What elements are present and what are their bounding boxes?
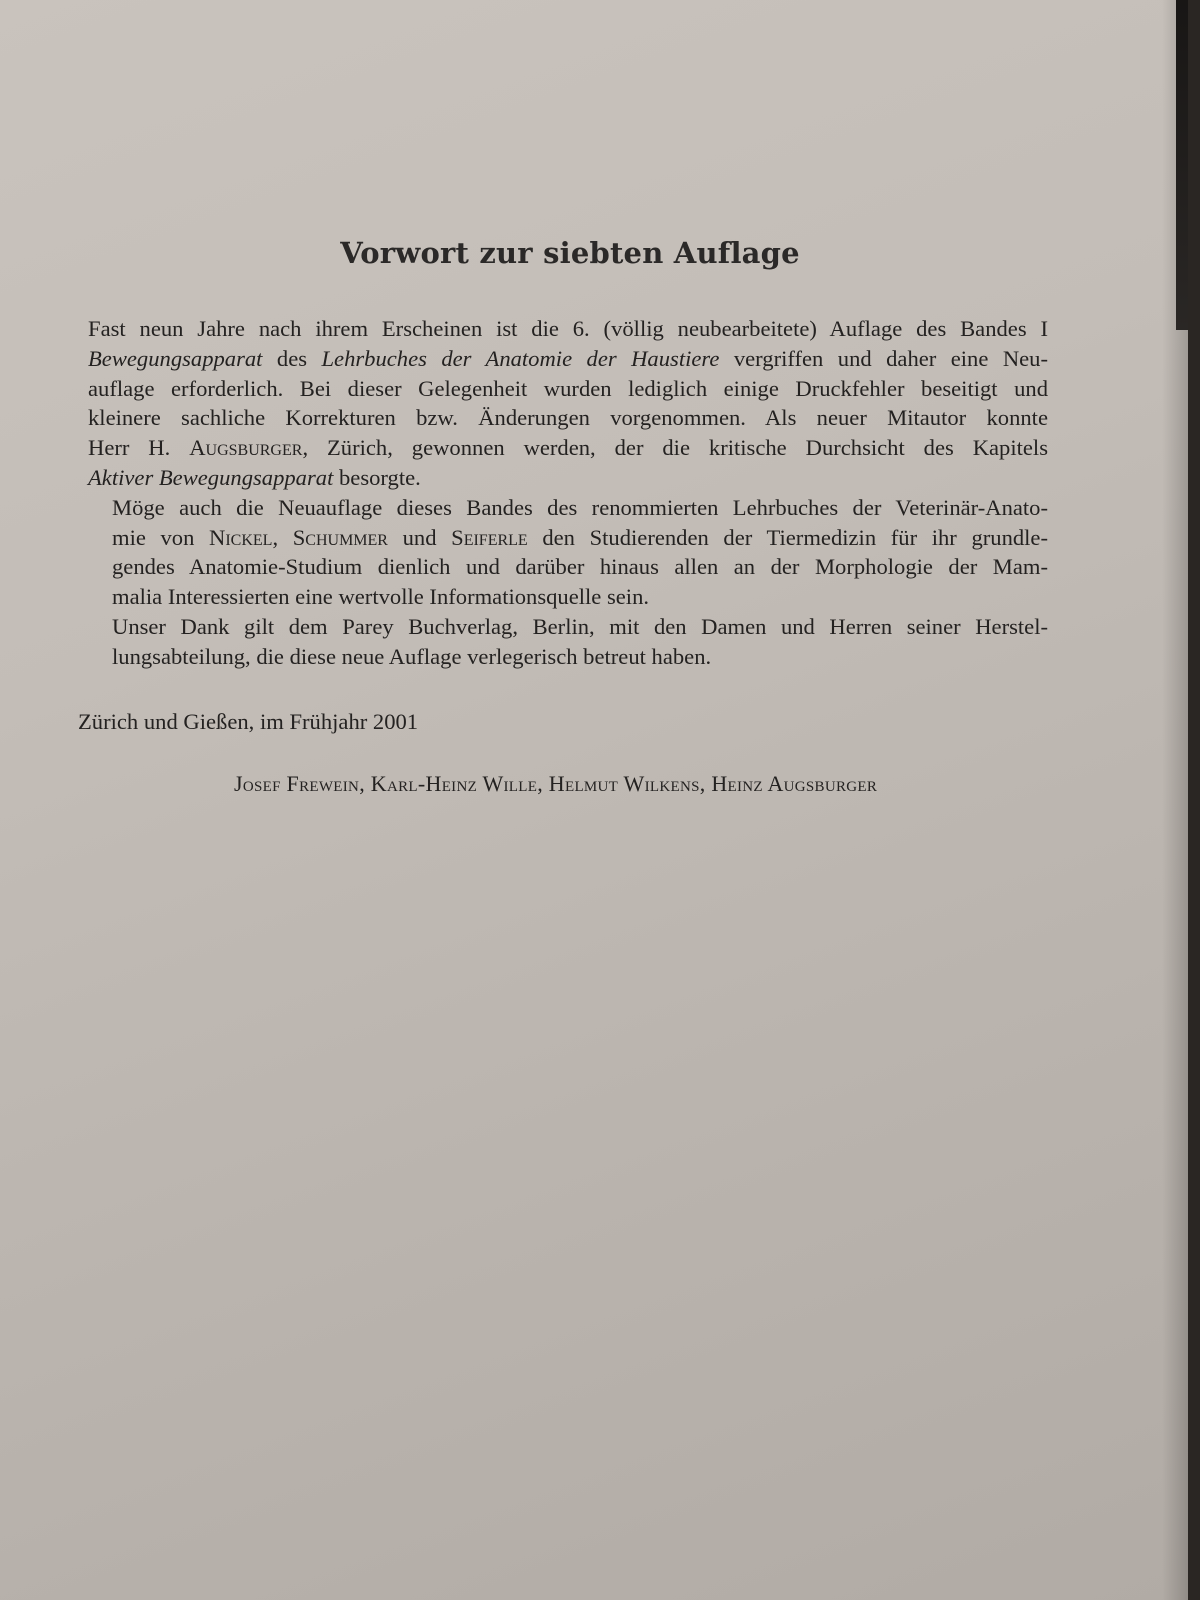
- author-name: Nickel: [209, 524, 273, 550]
- text-line: [88, 344, 1048, 374]
- authors-signature: Josef Frewein, Karl-Heinz Wille, Helmut Wilkens, Heinz Augsburger: [234, 771, 878, 796]
- italic-title: Aktiver Bewegungsapparat: [88, 464, 334, 490]
- author-name: Schummer: [292, 524, 388, 550]
- preface-body: [88, 314, 1048, 672]
- author-name: Seiferle: [451, 524, 528, 550]
- text-run: kleinere sachliche Korrekturen bzw. Änderungen vorgenommen. Als neuer Mitautor konnte: [88, 405, 1048, 431]
- text-line: [88, 463, 1048, 493]
- paragraph-1: [88, 314, 1048, 493]
- text-run: mie von: [112, 524, 210, 550]
- text-line: [88, 552, 1048, 582]
- text-line: [88, 403, 1048, 433]
- author-name: Augsburger: [189, 435, 303, 461]
- text-line: [88, 374, 1048, 404]
- text-run: des: [262, 345, 322, 371]
- text-line: [88, 612, 1048, 642]
- italic-title: Lehrbuches der Anatomie der Haustiere: [321, 345, 720, 371]
- text-run: gendes Anatomie-Studium dienlich und darüber hinaus allen an der Morphologie der Mam-: [112, 554, 1048, 580]
- text-run: vergriffen und daher eine Neu-: [719, 345, 1048, 371]
- text-run: besorgte.: [333, 464, 421, 490]
- background-edge: [1176, 0, 1188, 330]
- text-run: Unser Dank gilt dem Parey Buchverlag, Berlin, mit den Damen und Herren seiner Herstel-: [112, 613, 1048, 639]
- text-run: Fast neun Jahre nach ihrem Erscheinen ist die 6. (völlig neubearbeitete) Auflage des Bandes I: [88, 316, 1048, 341]
- paragraph-3: [88, 612, 1048, 672]
- text-run: , Zürich, gewonnen werden, der die kritische Durchsicht des Kapitels: [302, 435, 1049, 461]
- place-date: Zürich und Gießen, im Frühjahr 2001: [78, 709, 419, 734]
- page-title: Vorwort zur siebten Auflage: [340, 236, 800, 270]
- text-run: Herr H.: [88, 435, 190, 461]
- text-run: ,: [272, 524, 293, 550]
- text-run: malia Interessierten eine wertvolle Informationsquelle sein.: [112, 584, 650, 610]
- paragraph-2: [88, 493, 1048, 612]
- text-run: auflage erforderlich. Bei dieser Gelegenheit wurden lediglich einige Druckfehler beseitigt und: [88, 375, 1048, 401]
- text-line: [88, 493, 1048, 523]
- text-run: den Studierenden der Tiermedizin für ihr grundle-: [527, 524, 1048, 550]
- text-line: [88, 582, 1048, 612]
- italic-title: Bewegungsapparat: [88, 345, 263, 371]
- text-run: und: [387, 524, 452, 550]
- text-run: lungsabteilung, die diese neue Auflage verlegerisch betreut haben.: [112, 643, 712, 669]
- text-line: [88, 523, 1048, 553]
- text-line: [88, 314, 1048, 344]
- text-line: [88, 642, 1048, 672]
- text-run: Möge auch die Neuauflage dieses Bandes des renommierten Lehrbuches der Veterinär-Anato-: [112, 494, 1048, 520]
- text-line: [88, 433, 1048, 463]
